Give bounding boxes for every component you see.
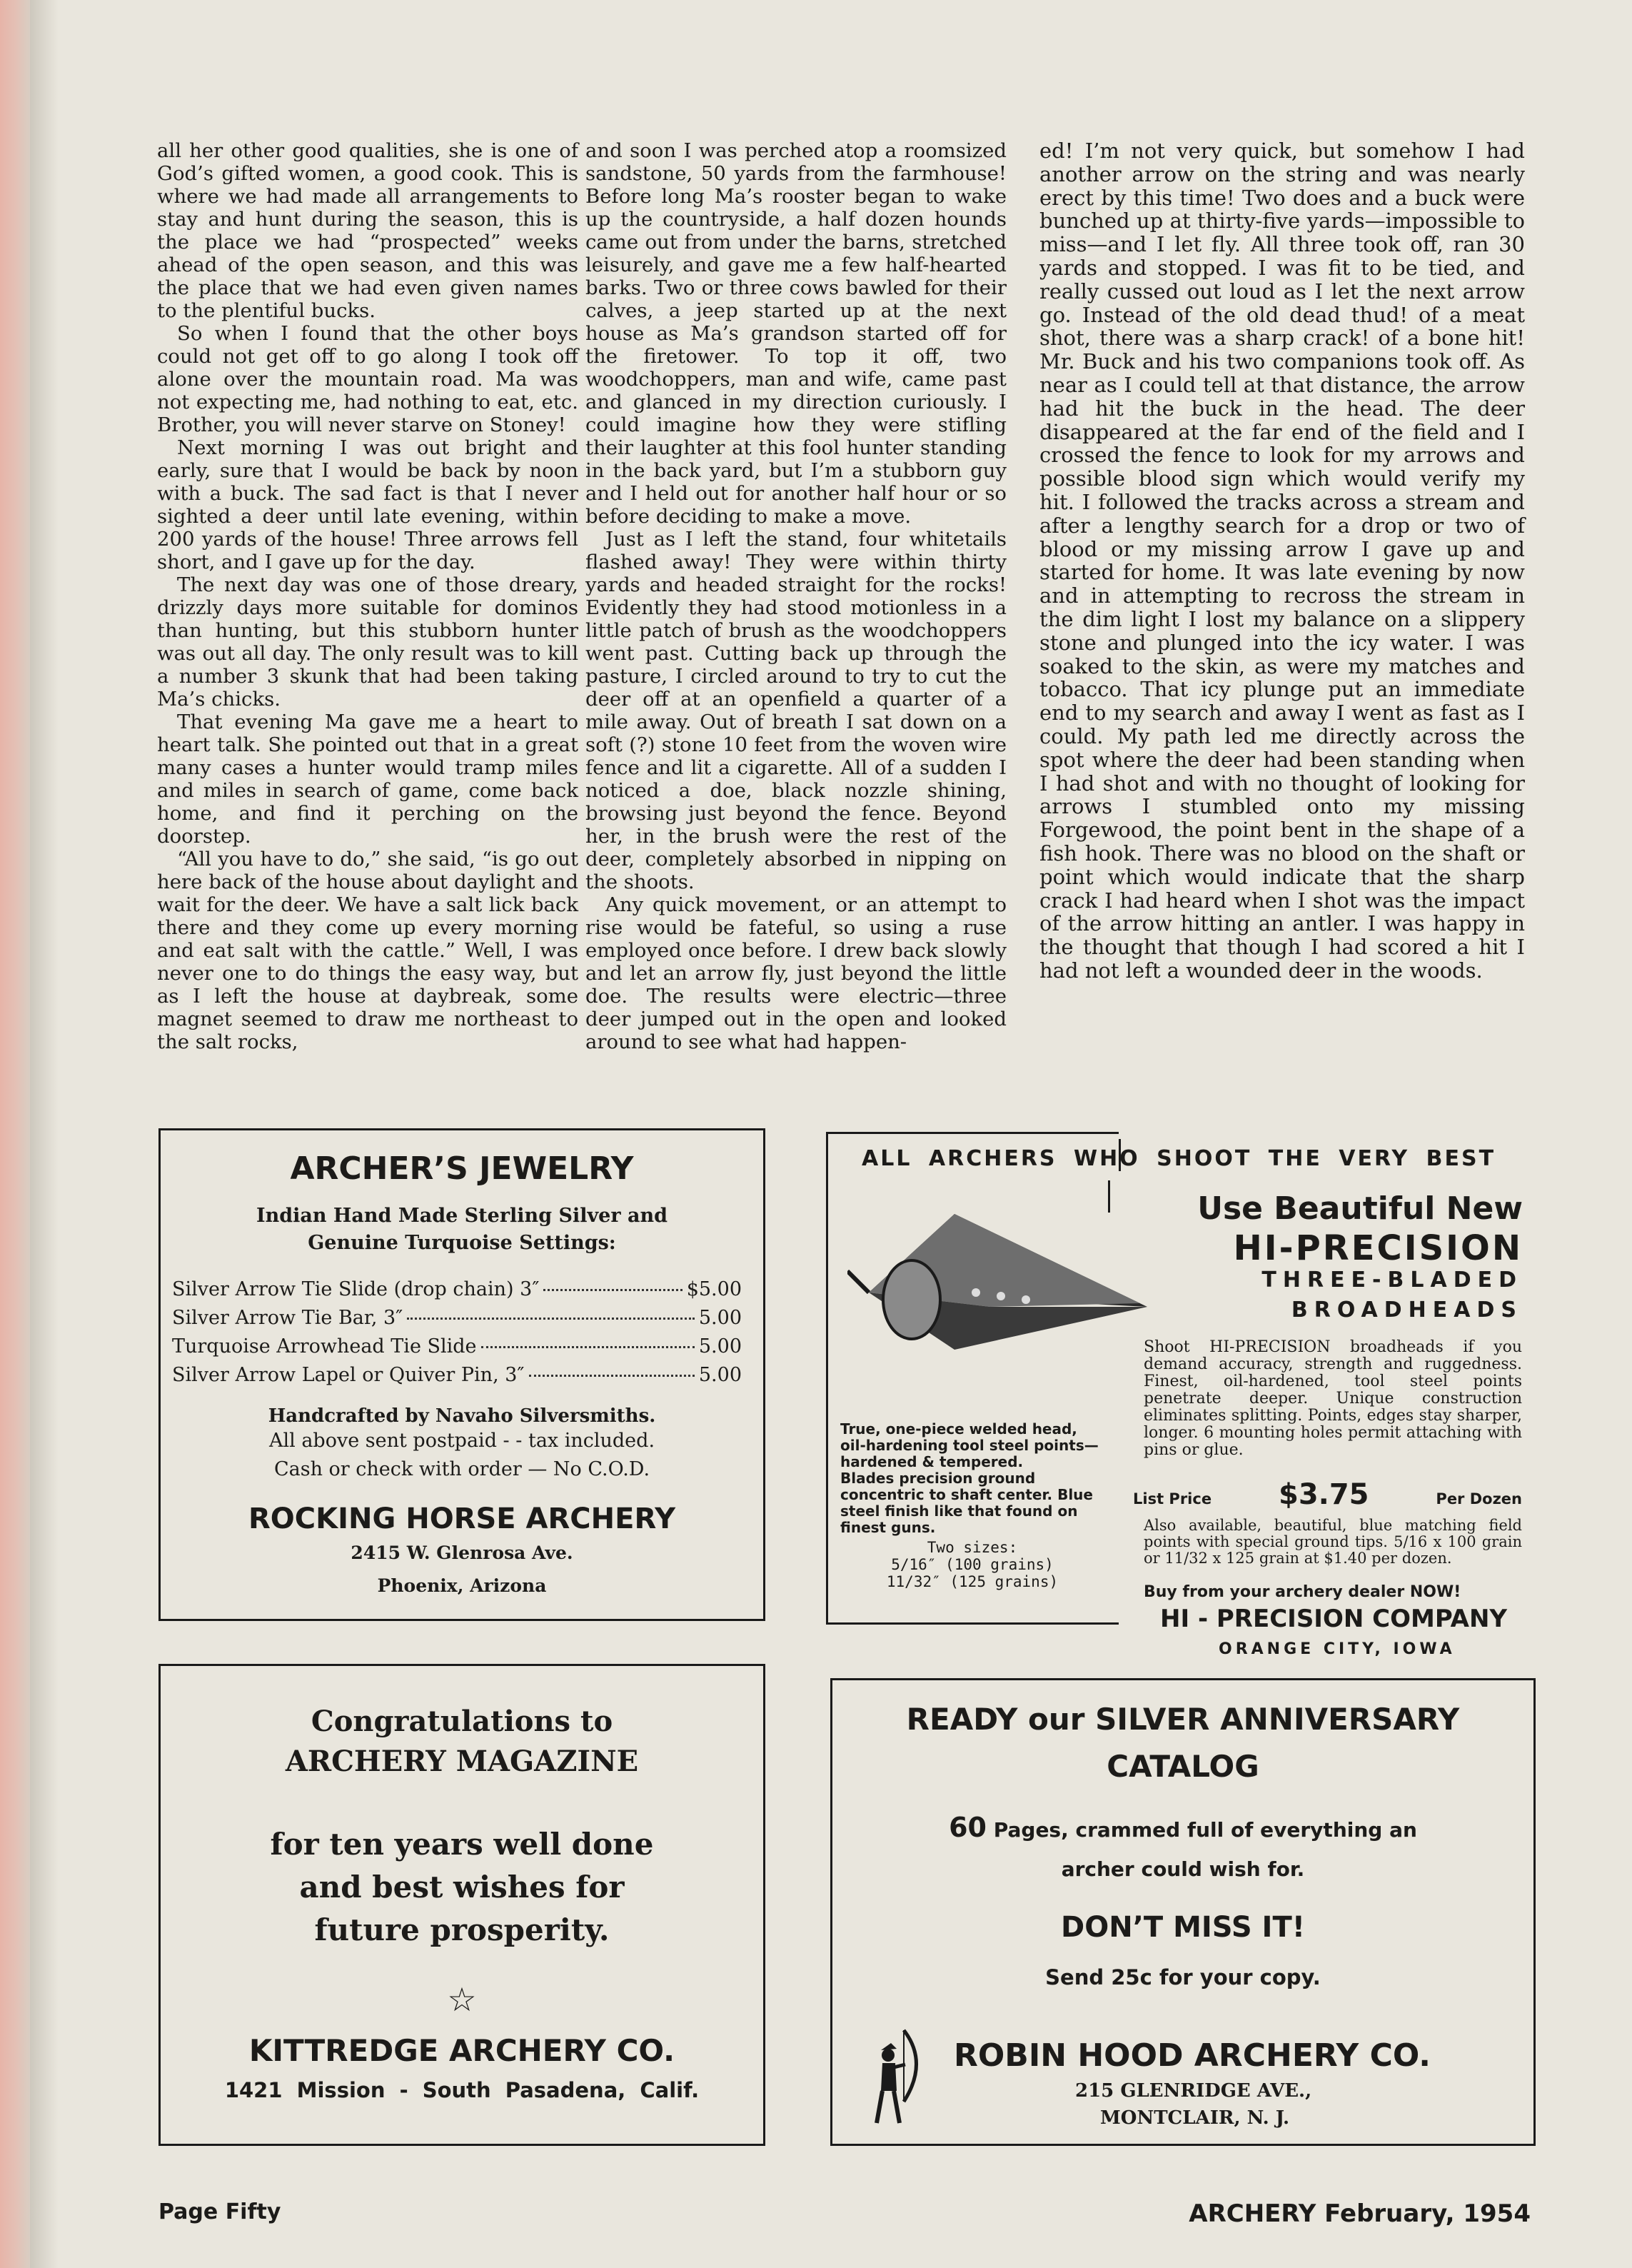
article-paragraph: Just as I left the stand, four whitetails flashed away! They were within thirty yards and headed straight for the rocks! Evidently they had stood motionless in a little patch of brush as the woodchoppers went past. Cutting back up through the pasture, I circled around to try to cut the deer off at an openfield a quarter of a mile away. Out of breath I sat down on a soft (?) stone 10 feet from the woven wire fence and lit a cigarette. All of a sudden I noticed a doe, black nozzle shining, browsing just beyond the fence. Beyond her, in the brush were the rest of the deer, completely absorbed in nipping on the shoots. [585, 528, 1007, 893]
ad-company: KITTREDGE ARCHERY CO. [248, 2033, 675, 2068]
ad-title: ARCHER’S JEWELRY [290, 1150, 634, 1187]
list-price-label: List Price [1133, 1490, 1212, 1507]
ad-use-line: Use Beautiful New [1197, 1190, 1523, 1227]
mounting-hole [997, 1292, 1005, 1300]
ad-subtitle [161, 1203, 763, 1257]
ad-top-line: ALL ARCHERS WHO SHOOT THE VERY BEST [862, 1146, 1496, 1171]
ad-body-text: Shoot HI-PRECISION broadheads if you demand accuracy, strength and ruggedness. Finest, oil-hardened, tool steel points penetrate deeper. Unique construction eliminates splitting. Points, edges stay sharper, longer. 6 mounting holes permit attaching with pins or glue. [1144, 1338, 1522, 1459]
ad-hi-precision [826, 1132, 1537, 1658]
ad-subtitle-line: Genuine Turquoise Settings: [308, 1232, 616, 1254]
item-price: 5.00 [698, 1307, 742, 1329]
article-column-3 [1039, 139, 1525, 983]
ad-address-line: 215 GLENRIDGE AVE., [1075, 2080, 1312, 2102]
ad-kittredge [158, 1664, 765, 2146]
ad-three-bladed: THREE-BLADED [1261, 1268, 1523, 1293]
item-price: $5.00 [686, 1278, 742, 1300]
ad-congrats-line: Congratulations to [311, 1705, 613, 1738]
ad-robin-hood [830, 1678, 1536, 2146]
star-icon: ☆ [447, 1980, 477, 2019]
magazine-issue: ARCHERY February, 1954 [1189, 2199, 1531, 2228]
mounting-hole [972, 1288, 980, 1297]
leader-dots [529, 1375, 695, 1377]
ad-also-available: Also available, beautiful, blue matching field points with special ground tips. 5/16 x 100 grain or 11/32 x 125 grain at $1.40 per dozen. [1144, 1517, 1522, 1567]
size-option: 11/32″ (125 grains) [886, 1573, 1059, 1590]
leader-dots [407, 1318, 695, 1320]
ad-sizes [840, 1539, 1104, 1590]
article-paragraph: all her other good qualities, she is one of God’s gifted women, a good cook. This is where we had made all arrangements to stay and hunt during the season, this is the place we had “prospected” weeks ahead of the open season, and this was the place that we had even given names to the plentiful bucks. [157, 139, 578, 322]
ad-headline-line: CATALOG [1107, 1749, 1259, 1784]
article-column-2 [585, 139, 1007, 1053]
ad-company: ROBIN HOOD ARCHERY CO. [954, 2037, 1431, 2074]
archer-icon [861, 2023, 925, 2130]
ad-headline [832, 1696, 1533, 1790]
ad-wishes-line: for ten years well done [270, 1827, 654, 1862]
broadhead-tip-left [847, 1271, 869, 1293]
ad-postpaid: All above sent postpaid - - tax included. [268, 1430, 655, 1452]
item-price: 5.00 [698, 1364, 742, 1386]
page-spine [0, 0, 30, 2268]
ad-wishes-line: future prosperity. [314, 1912, 610, 1947]
ad-feature-list [840, 1421, 1104, 1590]
bow-shape [904, 2030, 917, 2102]
ad-pages-line [832, 1812, 1533, 1843]
ad-congrats-line: ARCHERY MAGAZINE [285, 1745, 639, 1778]
page-number: Page Fifty [158, 2199, 281, 2224]
price-list [172, 1275, 742, 1390]
article-column-1 [157, 139, 578, 1053]
ad-wishes-line: and best wishes for [299, 1870, 625, 1905]
ad-city: ORANGE CITY, IOWA [1219, 1640, 1456, 1658]
ad-feature: True, one-piece welded head, oil-hardening tool steel points—hardened & tempered. [840, 1420, 1099, 1470]
article-paragraph: That evening Ma gave me a heart to heart talk. She pointed out that in a great many cases a hunter would tramp miles and miles in search of game, come back home, and find it perching on the doorstep. [157, 711, 578, 848]
ad-headline-line: READY our SILVER ANNIVERSARY [906, 1702, 1460, 1737]
ad-company: HI - PRECISION COMPANY [1160, 1605, 1508, 1633]
archer-head [882, 2049, 895, 2062]
list-price: $3.75 [1278, 1478, 1369, 1511]
ad-feature: Blades precision ground concentric to shaft center. Blue steel finish like that found on finest guns. [840, 1470, 1093, 1536]
article-paragraph: Any quick movement, or an attempt to rise would be fateful, so using a ruse employed once before. I drew back slowly and let an arrow fly, just beyond the little doe. The results were electric—three deer jumped out in the open and looked around to see what had happen- [585, 893, 1007, 1053]
ad-product-name: HI-PRECISION [1233, 1228, 1523, 1268]
ad-broadheads: BROADHEADS [1291, 1298, 1523, 1323]
article-paragraph: The next day was one of those dreary, drizzly days more suitable for dominos than hunting, but this stubborn hunter was out all day. The only result was to kill a number 3 skunk that had been taking Ma’s chicks. [157, 573, 578, 711]
ad-price-line [1133, 1478, 1522, 1511]
size-option: 5/16″ (100 grains) [891, 1556, 1054, 1573]
sizes-title: Two sizes: [927, 1539, 1018, 1556]
archer-leg [877, 2091, 882, 2123]
article-paragraph: So when I found that the other boys could not get off to go along I took off alone over the mountain road. Ma was not expecting me, had nothing to eat, etc. Brother, you will never starve on Stoney! [157, 322, 578, 436]
leader-dots [543, 1289, 682, 1291]
price-list-item [172, 1275, 742, 1304]
item-name: Turquoise Arrowhead Tie Slide [172, 1335, 477, 1358]
ad-handcrafted: Handcrafted by Navaho Silversmiths. [268, 1405, 656, 1427]
archer-hat [881, 2043, 897, 2050]
article-paragraph: Next morning I was out bright and early, sure that I would be back by noon with a buck. The sad fact is that I never sighted a deer until late evening, within 200 yards of the house! Three arrows fell short, and I gave up for the day. [157, 436, 578, 573]
broadhead-illustration [847, 1185, 1147, 1400]
item-price: 5.00 [698, 1335, 742, 1358]
leader-dots [481, 1346, 695, 1348]
article-paragraph: and soon I was perched atop a roomsized sandstone, 50 yards from the farmhouse! Before long Ma’s rooster began to wake up the countryside, a half dozen hounds came out from under the barns, stretched leisurely, and gave me a few half-hearted barks. Two or three cows bawled for their calves, a jeep started up at the next house as Ma’s grandson started off for the firetower. To top it off, two woodchoppers, man and wife, came past and glanced in my direction curiously. I could imagine how they were stifling their laughter at this fool hunter standing in the back yard, but I’m a stubborn guy and I held out for another half hour or so before deciding to make a move. [585, 139, 1007, 528]
item-name: Silver Arrow Lapel or Quiver Pin, 3″ [172, 1364, 525, 1386]
pages-count: 60 [949, 1812, 987, 1843]
pages-text: Pages, crammed full of everything an [993, 1818, 1417, 1842]
ad-send: Send 25c for your copy. [1045, 1965, 1321, 1989]
per-dozen-label: Per Dozen [1436, 1490, 1522, 1507]
item-name: Silver Arrow Tie Bar, 3″ [172, 1307, 403, 1329]
ad-address-line: 2415 W. Glenrosa Ave. [351, 1542, 573, 1563]
article-paragraph: ed! I’m not very quick, but somehow I had another arrow on the string and was nearly erect by this time! Two does and a buck were bunched up at thirty-five yards—impossible to miss—and I let fly. All three took off, ran 30 yards and stopped. I was fit to be tied, and really cussed out loud as I let the next arrow go. Instead of the old dead thud! of a meat shot, there was a sharp crack! of a bone hit! Mr. Buck and his two companions took off. As near as I could tell at that distance, the arrow had hit the buck in the head. The deer disappeared at the far end of the field and I crossed the fence to look for my arrows and possible blood sign which would verify my hit. I followed the tracks across a stream and after a lengthy search for a drop or two of blood or my missing arrow I gave up and started for home. It was late evening by now and in attempting to recross the stream in the dim light I lost my balance on a slippery stone and plunged into the icy water. I was soaked to the skin, as were my matches and tobacco. That icy plunge put an immediate end to my search and away I went as fast as I could. My path led me directly across the spot where the deer had been standing when I had shot and with no thought of looking for arrows I stumbled onto my missing Forgewood, the point bent in the shape of a fish hook. There was no blood on the shaft or point which would indicate that the sharp crack I had heard when I shot was the impact of the arrow hitting an antler. I was happy in the thought that though I had scored a hit I had not left a wounded deer in the woods. [1039, 139, 1525, 983]
ad-cash: Cash or check with order — No C.O.D. [273, 1458, 650, 1480]
archer-leg [894, 2091, 900, 2123]
ad-buy-line: Buy from your archery dealer NOW! [1144, 1583, 1461, 1601]
ad-address: 1421 Mission - South Pasadena, Calif. [224, 2078, 700, 2102]
ad-dont-miss: DON’T MISS IT! [1061, 1911, 1305, 1944]
ad-wishes [161, 1823, 763, 1952]
spine-shadow [30, 0, 59, 2268]
ad-archers-jewelry [158, 1128, 765, 1621]
ad-pages-line-2: archer could wish for. [1061, 1857, 1305, 1881]
price-list-item [172, 1333, 742, 1361]
mounting-hole [1022, 1295, 1030, 1304]
price-list-item [172, 1304, 742, 1333]
ad-subtitle-line: Indian Hand Made Sterling Silver and [256, 1205, 668, 1227]
ad-congrats [161, 1702, 763, 1782]
ad-company: ROCKING HORSE ARCHERY [248, 1502, 676, 1535]
ad-address-line: Phoenix, Arizona [377, 1575, 547, 1596]
price-list-item [172, 1361, 742, 1390]
broadhead-ferrule [883, 1260, 940, 1339]
ad-address-line: MONTCLAIR, N. J. [1100, 2107, 1290, 2129]
ad-address [161, 1537, 763, 1602]
item-name: Silver Arrow Tie Slide (drop chain) 3″ [172, 1278, 540, 1300]
article-paragraph: “All you have to do,” she said, “is go out here back of the house about daylight and wait for the deer. We have a salt lick back there and they come up every morning and eat salt with the cattle.” Well, I was never one to do things the easy way, but as I left the house at daybreak, some magnet seemed to draw me northeast to the salt rocks, [157, 848, 578, 1053]
